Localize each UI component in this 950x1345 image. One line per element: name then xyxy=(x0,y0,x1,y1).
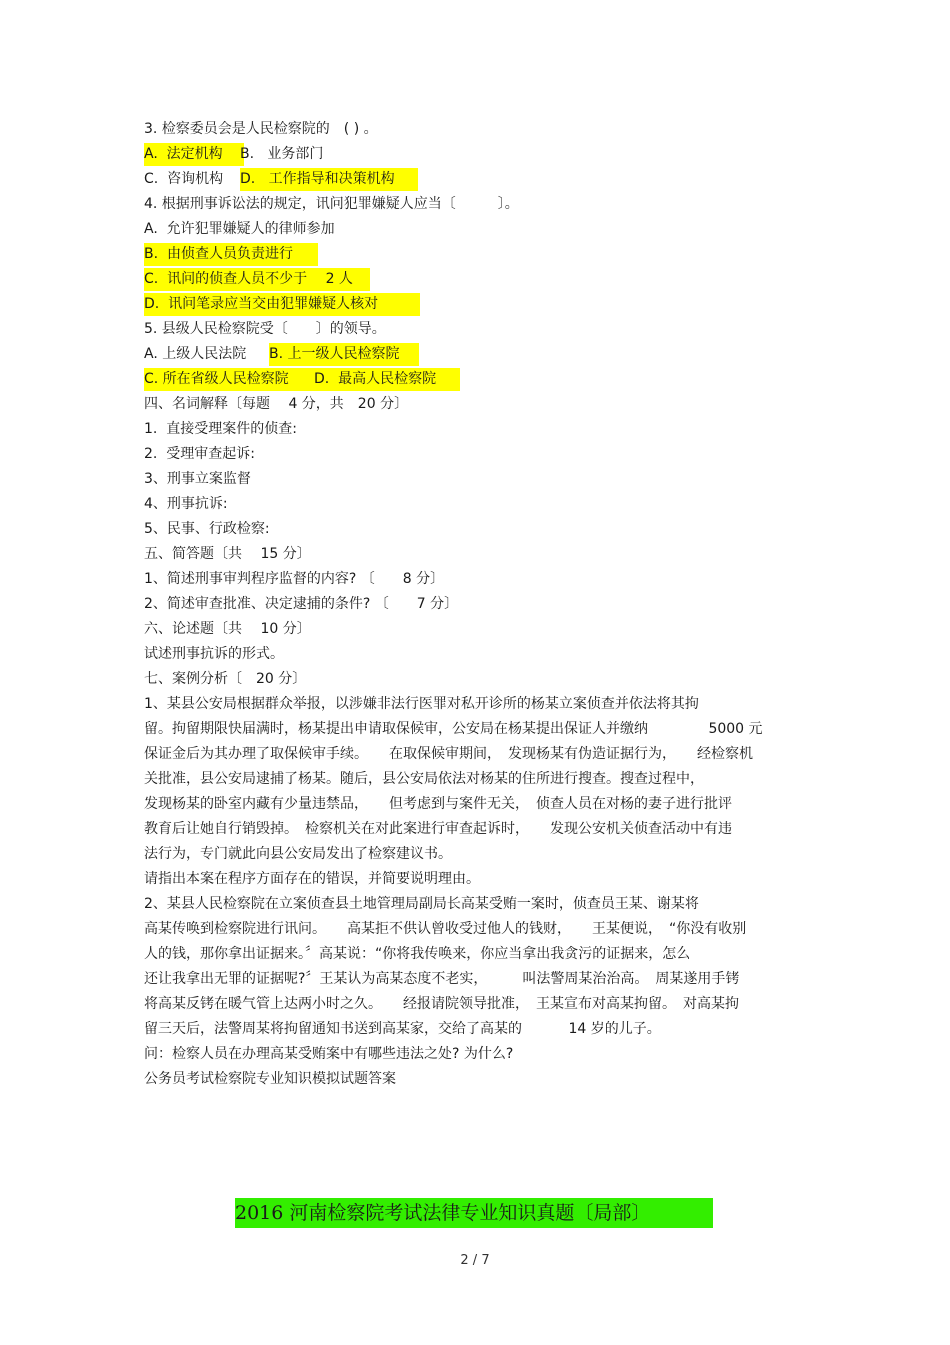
q5-options-ab xyxy=(144,343,744,366)
q3-options-cd xyxy=(144,168,744,191)
case2-line: 人的钱，那你拿出证据来。〞高某说：“你将我传唤来，你应当拿出我贪污的证据来，怎么 xyxy=(144,946,691,962)
section4-heading: 四、名词解释〔每题 4 分，共 20 分〕 xyxy=(144,396,409,412)
q5-option-d: D. 最高人民检察院 xyxy=(308,368,460,391)
q3-option-b: B. 业务部门 xyxy=(240,146,324,162)
q5-option-b: B. 上一级人民检察院 xyxy=(269,343,419,366)
section6-item: 试述刑事抗诉的形式。 xyxy=(144,646,284,662)
q4-option-b: B. 由侦查人员负责进行 xyxy=(144,243,318,266)
case1-line: 法行为，专门就此向县公安局发出了检察建议书。 xyxy=(144,846,452,862)
section5-heading: 五、简答题〔共 15 分〕 xyxy=(144,546,311,562)
section5-item: 1、简述刑事审判程序监督的内容? 〔 8 分〕 xyxy=(144,571,445,587)
q4-option-c: C. 讯问的侦查人员不少于 2 人 xyxy=(144,268,370,291)
q3-option-d: D. 工作指导和决策机构 xyxy=(240,168,418,191)
case1-line: 保证金后为其办理了取保候审手续。 在取保候审期间， 发现杨某有伪造证据行为， 经检察机 xyxy=(144,746,753,762)
section4-item: 4、刑事抗诉: xyxy=(144,496,228,512)
case2-line: 还让我拿出无罪的证据呢?〞王某认为高某态度不老实， 叫法警周某治治高。 周某遂用手铐 xyxy=(144,971,740,987)
q3-stem: 3. 检察委员会是人民检察院的 ( ) 。 xyxy=(144,121,378,137)
case2-line: 高某传唤到检察院进行讯问。 高某拒不供认曾收受过他人的钱财， 王某便说， “你没有收别 xyxy=(144,921,747,937)
case1-line: 1、某县公安局根据群众举报，以涉嫌非法行医罪对私开诊所的杨某立案侦查并依法将其拘 xyxy=(144,696,699,712)
q4-stem: 4. 根据刑事诉讼法的规定，讯问犯罪嫌疑人应当〔 〕。 xyxy=(144,196,519,212)
section6-heading: 六、论述题〔共 10 分〕 xyxy=(144,621,311,637)
case1-line: 关批准，县公安局逮捕了杨某。随后，县公安局依法对杨某的住所进行搜查。搜查过程中， xyxy=(144,771,704,787)
section5-item: 2、简述审查批准、决定逮捕的条件? 〔 7 分〕 xyxy=(144,596,459,612)
case1-line: 留。拘留期限快届满时，杨某提出申请取保候审，公安局在杨某提出保证人并缴纳 5000 元 xyxy=(144,721,763,737)
page-number: 2 / 7 xyxy=(460,1253,490,1268)
section7-heading: 七、案例分析〔 20 分〕 xyxy=(144,671,307,687)
q3-options-ab xyxy=(144,143,744,166)
document-title-banner: 2016 河南检察院考试法律专业知识真题〔局部〕 xyxy=(235,1198,713,1228)
case2-line: 留三天后，法警周某将拘留通知书送到高某家，交给了高某的 14 岁的儿子。 xyxy=(144,1021,661,1037)
section4-item: 5、民事、行政检察: xyxy=(144,521,270,537)
case1-line: 教育后让她自行销毁掉。 检察机关在对此案进行审查起诉时， 发现公安机关侦查活动中有违 xyxy=(144,821,732,837)
q4-option-d: D. 讯问笔录应当交由犯罪嫌疑人核对 xyxy=(144,293,420,316)
q5-options-cd xyxy=(144,368,744,391)
answer-heading: 公务员考试检察院专业知识模拟试题答案 xyxy=(144,1071,396,1087)
section4-item: 1. 直接受理案件的侦查: xyxy=(144,421,297,437)
case2-line: 将高某反铐在暖气管上达两小时之久。 经报请院领导批准， 王某宣布对高某拘留。 对高某拘 xyxy=(144,996,739,1012)
case1-question: 请指出本案在程序方面存在的错误，并简要说明理由。 xyxy=(144,871,480,887)
q3-option-a: A. 法定机构 xyxy=(144,143,244,166)
q5-stem: 5. 县级人民检察院受〔 〕的领导。 xyxy=(144,321,386,337)
q5-option-a: A. 上级人民法院 xyxy=(144,346,247,362)
case2-line: 2、某县人民检察院在立案侦查县土地管理局副局长高某受贿一案时，侦查员王某、谢某将 xyxy=(144,896,699,912)
section4-item: 3、刑事立案监督 xyxy=(144,471,251,487)
case1-line: 发现杨某的卧室内藏有少量违禁品， 但考虑到与案件无关， 侦查人员在对杨的妻子进行批评 xyxy=(144,796,732,812)
section4-item: 2. 受理审查起诉: xyxy=(144,446,255,462)
case2-question: 问：检察人员在办理高某受贿案中有哪些违法之处? 为什么? xyxy=(144,1046,514,1062)
q3-option-c: C. 咨询机构 xyxy=(144,171,224,187)
q5-option-c: C. 所在省级人民检察院 xyxy=(144,368,309,391)
q4-option-a: A. 允许犯罪嫌疑人的律师参加 xyxy=(144,221,335,237)
